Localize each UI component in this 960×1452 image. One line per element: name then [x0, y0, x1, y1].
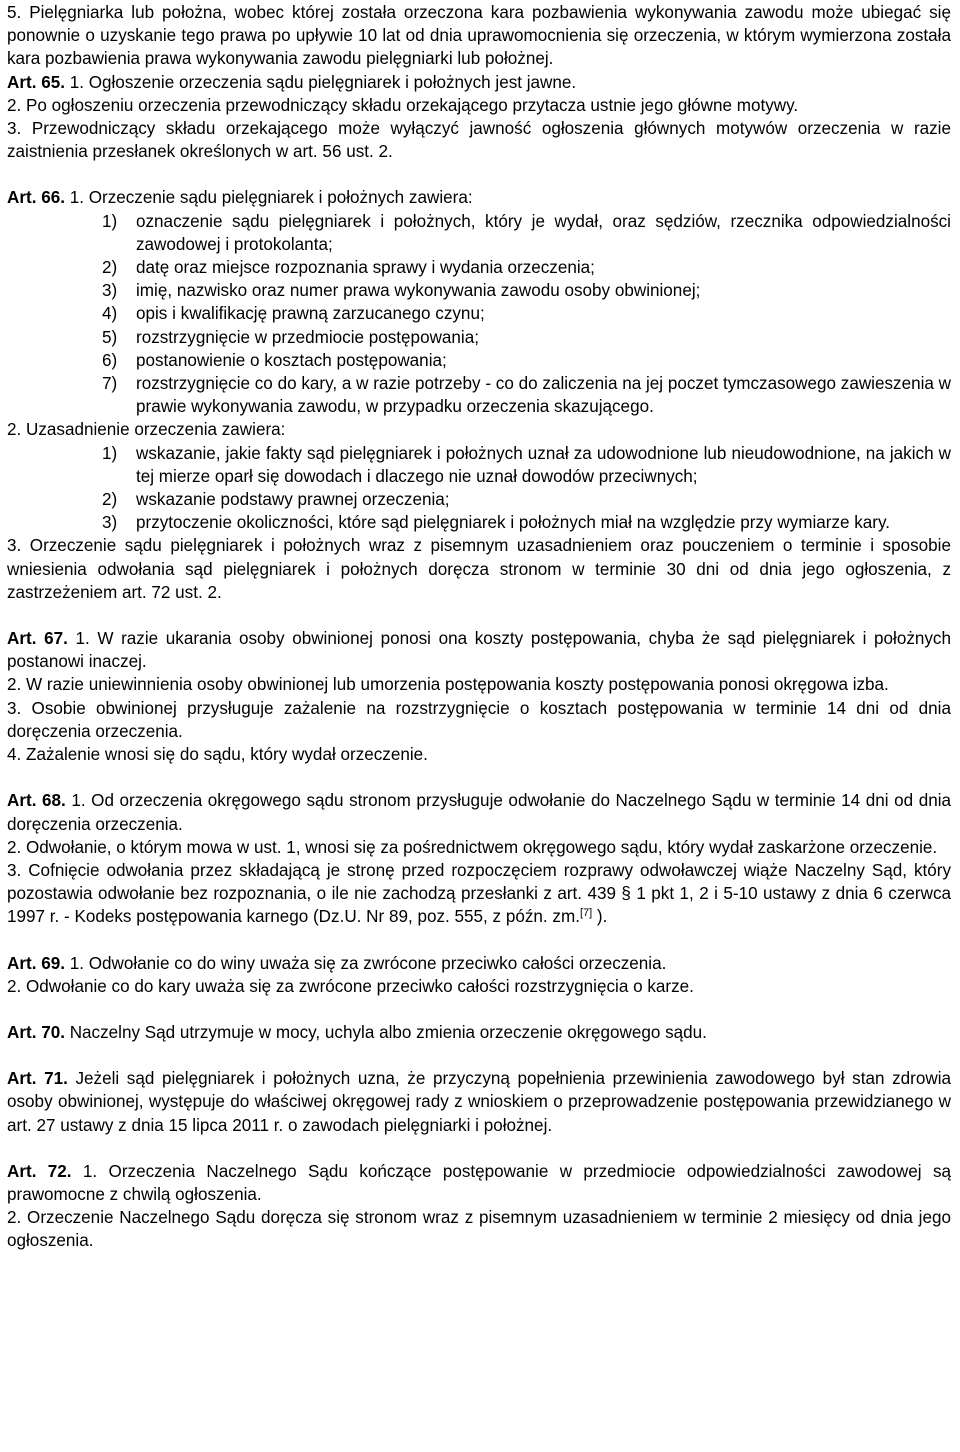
art-70-heading: Art. 70.: [7, 1022, 65, 1042]
art-68-para-3-text: 3. Cofnięcie odwołania przez składającą je stronę przed rozpoczęciem rozprawy odwoławczej wiąże Naczelny Sąd, który pozostawia odwołanie bez rozpoznania, o ile nie zachodzą przesłanki z art. 439 § 1 pkt 1, 2 i 5-10 ustawy z dnia 6 czerwca 1997 r. - Kodeks postępowania karnego (Dz.U. Nr 89, poz. 555, z późn. zm.: [7, 860, 951, 927]
art-68-para-1: [7, 789, 951, 835]
art-66-para-1-text: 1. Orzeczenie sądu pielęgniarek i położnych zawiera:: [64, 188, 473, 208]
art-65-para-2: 2. Po ogłoszeniu orzeczenia przewodniczący składu orzekającego przytacza ustnie jego główne motywy.: [7, 95, 799, 115]
art-67-heading: Art. 67.: [7, 629, 68, 649]
list-item: 6) postanowienie o kosztach postępowania;: [102, 350, 447, 370]
art-69-heading: Art. 69.: [7, 953, 65, 973]
art-68-para-3: [7, 859, 951, 929]
list-item: 4) opis i kwalifikację prawną zarzucanego czynu;: [102, 304, 485, 324]
art-66-list-1: [7, 210, 951, 419]
art-67-para-1-text: 1. W razie ukarania osoby obwinionej ponosi ona koszty postępowania, chyba że sąd pielęgniarek i położnych postanowi inaczej.: [7, 629, 951, 672]
art-71-para-1-text: Jeżeli sąd pielęgniarek i położnych uzna, że przyczyną popełnienia przewinienia zawodowego był stan zdrowia osoby obwinionej, występuje do właściwej okręgowej rady z wnioskiem o przeprowadzenie postępowania przewidzianego w art. 27 ustawy z dnia 15 lipca 2011 r. o zawodach pielęgniarki i położnej.: [7, 1069, 952, 1135]
art-68-para-2: 2. Odwołanie, o którym mowa w ust. 1, wnosi się za pośrednictwem okręgowego sądu, który wydał zaskarżone orzeczenie.: [7, 837, 938, 857]
list-item: 7) rozstrzygnięcie co do kary, a w razie potrzeby - co do zaliczenia na jej poczet tymczasowego zawieszenia w prawie wykonywania zawodu, w przypadku orzeczenia skazującego.: [102, 374, 951, 417]
art-66-para-3: 3. Orzeczenie sądu pielęgniarek i położnych wraz z pisemnym uzasadnieniem oraz pouczeniem o terminie i sposobie wniesienia odwołania sąd pielęgniarek i położnych doręcza stronom w terminie 30 dni od dnia jego ogłoszenia, z zastrzeżeniem art. 72 ust. 2.: [7, 536, 951, 602]
art-68-heading: Art. 68.: [7, 791, 66, 811]
art-64-para-5: 5. Pielęgniarka lub położna, wobec której została orzeczona kara pozbawienia wykonywania zawodu może ubiegać się ponownie o uzyskanie tego prawa po upływie 10 lat od dnia uprawomocnienia się orzeczenia, w którym wymierzona została kara pozbawienia prawa wykonywania zawodu pielęgniarki lub położnej.: [7, 3, 951, 69]
list-item: 2) wskazanie podstawy prawnej orzeczenia;: [102, 490, 450, 510]
art-67-para-2: 2. W razie uniewinnienia osoby obwinionej lub umorzenia postępowania koszty postępowania ponosi okręgowa izba.: [7, 675, 889, 695]
footnote-ref[interactable]: [7]: [579, 907, 593, 920]
art-72-para-2: 2. Orzeczenie Naczelnego Sądu doręcza się stronom wraz z pisemnym uzasadnieniem w terminie 2 miesięcy od dnia jego ogłoszenia.: [7, 1208, 951, 1251]
list-item: 1) oznaczenie sądu pielęgniarek i położnych, który je wydał, oraz sędziów, rzecznika odpowiedzialności zawodowej i protokolanta;: [102, 211, 951, 254]
art-72-para-1: [7, 1160, 951, 1206]
art-68-para-3-tail: ).: [592, 907, 608, 927]
art-65-para-3: 3. Przewodniczący składu orzekającego może wyłączyć jawność ogłoszenia głównych motywów orzeczenia w razie zaistnienia przesłanek określonych w art. 56 ust. 2.: [7, 119, 951, 162]
art-67-para-4: 4. Zażalenie wnosi się do sądu, który wydał orzeczenie.: [7, 745, 428, 765]
art-65-para-1-text: 1. Ogłoszenie orzeczenia sądu pielęgniarek i położnych jest jawne.: [64, 72, 577, 92]
art-69-para-2: 2. Odwołanie co do kary uważa się za zwrócone przeciwko całości rozstrzygnięcia o karze.: [7, 976, 694, 996]
art-72-heading: Art. 72.: [7, 1161, 72, 1181]
art-66-list-2: [7, 442, 951, 535]
list-item: 3) przytoczenie okoliczności, które sąd pielęgniarek i położnych miał na względzie przy wymiarze kary.: [102, 513, 891, 533]
art-70-para-1-text: Naczelny Sąd utrzymuje w mocy, uchyla albo zmienia orzeczenie okręgowego sądu.: [64, 1022, 707, 1042]
art-66-heading: Art. 66.: [7, 188, 65, 208]
list-item: 1) wskazanie, jakie fakty sąd pielęgniarek i położnych uznał za udowodnione lub nieudowodnione, na jakich w tej mierze oparł się dowodach i dlaczego nie uznał dowodów przeciwnych;: [102, 443, 951, 486]
art-69-para-1: [7, 952, 951, 975]
art-66-para-2: 2. Uzasadnienie orzeczenia zawiera:: [7, 420, 286, 440]
art-71-heading: Art. 71.: [7, 1069, 68, 1089]
art-66-para-1: [7, 186, 951, 209]
art-67-para-1: [7, 627, 951, 673]
art-65-heading: Art. 65.: [7, 72, 65, 92]
art-68-para-1-text: 1. Od orzeczenia okręgowego sądu stronom przysługuje odwołanie do Naczelnego Sądu w terminie 14 dni od dnia doręczenia orzeczenia.: [7, 791, 952, 834]
art-70-para-1: [7, 1021, 951, 1044]
art-69-para-1-text: 1. Odwołanie co do winy uważa się za zwrócone przeciwko całości orzeczenia.: [64, 953, 667, 973]
art-65-para-1: [7, 71, 951, 94]
art-71-para-1: [7, 1067, 951, 1137]
list-item: 3) imię, nazwisko oraz numer prawa wykonywania zawodu osoby obwinionej;: [102, 281, 701, 301]
list-item: 2) datę oraz miejsce rozpoznania sprawy i wydania orzeczenia;: [102, 258, 595, 278]
art-67-para-3: 3. Osobie obwinionej przysługuje zażalenie na rozstrzygnięcie o kosztach postępowania w terminie 14 dni od dnia doręczenia orzeczenia.: [7, 698, 951, 741]
art-72-para-1-text: 1. Orzeczenia Naczelnego Sądu kończące postępowanie w przedmiocie odpowiedzialności zawodowej są prawomocne z chwilą ogłoszenia.: [7, 1161, 951, 1204]
list-item: 5) rozstrzygnięcie w przedmiocie postępowania;: [102, 327, 479, 347]
